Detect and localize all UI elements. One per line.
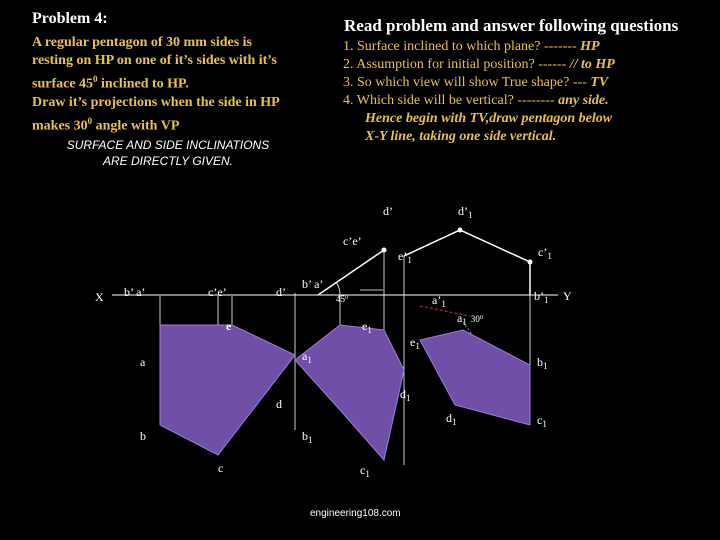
label-d1-tv: $d_1$ [400, 387, 411, 403]
label-d-fv: d’ [276, 285, 286, 299]
label-e-tv: e [226, 319, 232, 333]
label-a1-30: $a_1$ $^{300}$ [457, 311, 483, 327]
footer-credit: engineering108.com [310, 508, 401, 519]
angle-45-label: $45^0$ [336, 294, 348, 304]
label-c1-top: $c’_1$ [538, 245, 552, 261]
label-d1-r: $d_1$ [446, 411, 457, 427]
label-ba-mid: b’ a’ [302, 277, 324, 291]
hence-line-1: Hence begin with TV,draw pentagon below [365, 111, 613, 126]
label-d1-top: $d’_1$ [458, 204, 473, 220]
x-label: X [95, 290, 104, 304]
label-a-tv: a [140, 355, 146, 369]
label-b1-tv: $b_1$ [302, 429, 313, 445]
question-2: 2. Assumption for initial position? ------ // to HP [343, 57, 615, 72]
label-b1-r: $b_1$ [537, 355, 548, 371]
label-ce-top: c’e’ [343, 234, 362, 248]
label-ba-fv: b’ a’ [124, 285, 146, 299]
label-b-tv: b [140, 429, 146, 443]
problem-line-2: resting on HP on one of it’s sides with it’s [32, 53, 277, 68]
label-e1-tv: $e_1$ [362, 319, 372, 335]
fv-edge-45 [318, 250, 384, 295]
label-c1-r: $c_1$ [537, 413, 547, 429]
label-e1-r: $e_1$ [410, 335, 420, 351]
hence-line-2: X-Y line, taking one side vertical. [365, 129, 557, 144]
problem-line-5: makes $30^0$ angle with VP [32, 115, 180, 134]
given-note: SURFACE AND SIDE INCLINATIONS ARE DIRECTLY GIVEN. [66, 138, 270, 168]
label-b1-fv: $b’_1$ [534, 289, 549, 305]
problem-line-1: A regular pentagon of 30 mm sides is [32, 35, 252, 50]
label-a1-tv: $a_1$ [302, 349, 312, 365]
label-c1-tv: $c_1$ [360, 463, 370, 479]
y-label: Y [563, 289, 572, 303]
label-c-tv: c [218, 461, 224, 475]
problem-line-3: surface $45^0$ inclined to HP. [32, 74, 189, 92]
top-view-pentagon-initial [160, 325, 295, 455]
final-front-view [404, 230, 530, 295]
problem-line-4: Draw it’s projections when the side in HP [32, 94, 280, 110]
problem-title: Problem 4: [32, 10, 108, 27]
question-1: 1. Surface inclined to which plane? ------- HP [343, 39, 600, 54]
question-3: 3. So which view will show True shape? --- TV [343, 75, 609, 90]
label-d-top: d’ [383, 204, 393, 218]
label-e1-top: $e’_1$ [398, 249, 412, 265]
label-ce-fv: c’e’ [208, 285, 227, 299]
questions-title: Read problem and answer following questions [344, 16, 679, 35]
label-d-tv: d [276, 397, 282, 411]
label-a1-fv: $a’_1$ [432, 293, 446, 309]
top-view-pentagon-final [420, 330, 530, 425]
question-4: 4. Which side will be vertical? -------- any side. [343, 93, 609, 108]
